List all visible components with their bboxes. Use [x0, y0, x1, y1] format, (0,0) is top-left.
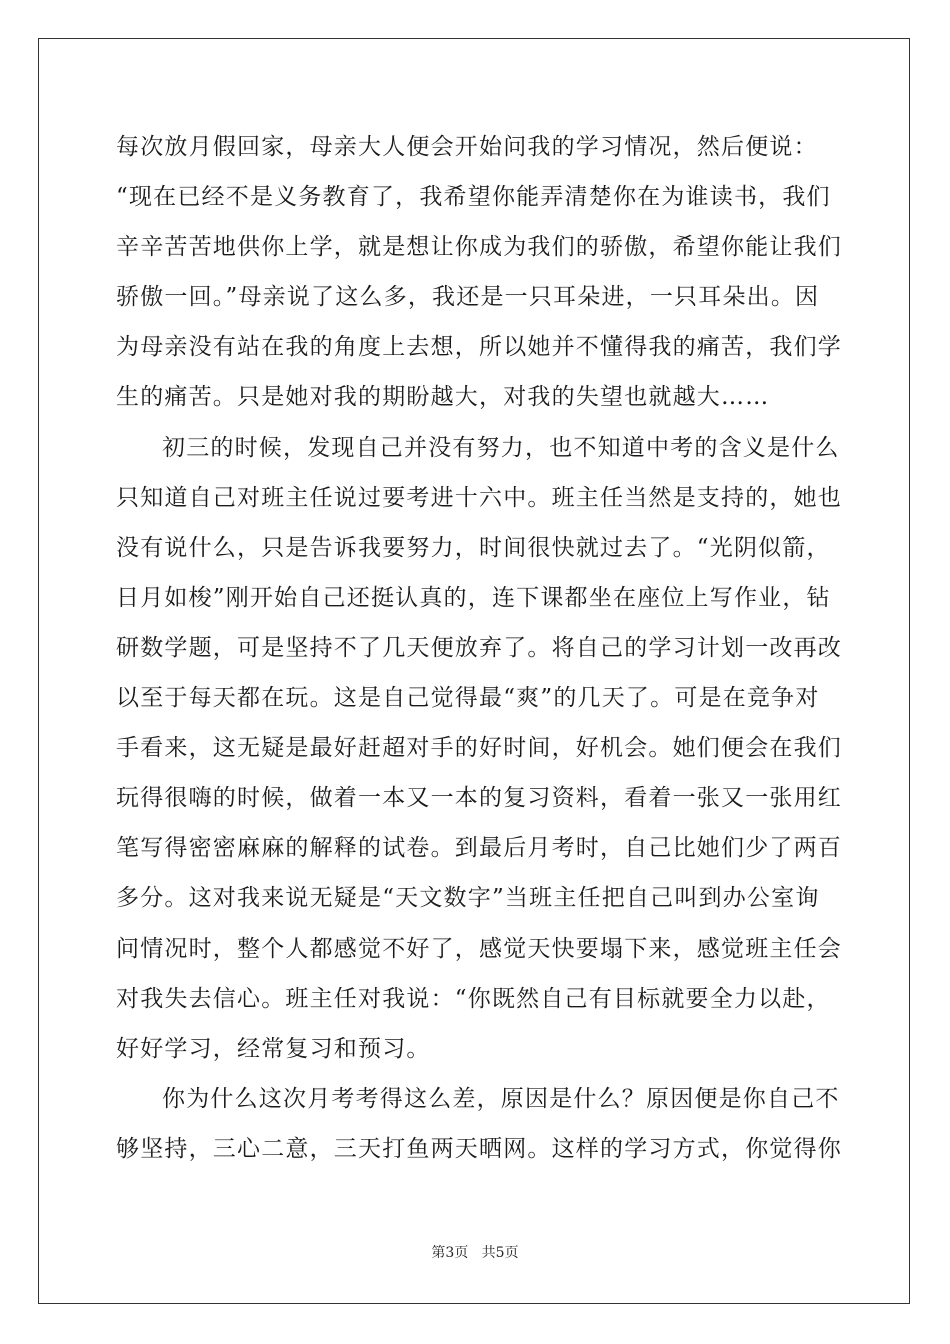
text-line: 只知道自己对班主任说过要考进十六中。班主任当然是支持的，她也: [116, 484, 842, 511]
text-line: 日月如梭”刚开始自己还挺认真的，连下课都坐在座位上写作业，钻: [116, 584, 831, 611]
text-line: 为母亲没有站在我的角度上去想，所以她并不懂得我的痛苦，我们学: [116, 334, 842, 361]
text-line: 生的痛苦。只是她对我的期盼越大，对我的失望也就越大……: [116, 384, 770, 411]
text-line: 每次放月假回家，母亲大人便会开始问我的学习情况，然后便说：: [116, 134, 818, 160]
document-body: [116, 122, 842, 1174]
text-line: 问情况时，整个人都感觉不好了，感觉天快要塌下来，感觉班主任会: [116, 935, 842, 962]
text-line: 没有说什么，只是告诉我要努力，时间很快就过去了。“光阴似箭，: [116, 534, 831, 561]
text-line: 好好学习，经常复习和预习。: [116, 1035, 431, 1062]
text-line: 玩得很嗨的时候，做着一本又一本的复习资料，看着一张又一张用红: [116, 785, 842, 812]
text-line: 辛辛苦苦地供你上学，就是想让你成为我们的骄傲，希望你能让我们: [116, 234, 842, 261]
text-line: 你为什么这次月考考得这么差，原因是什么？原因便是你自己不: [162, 1085, 840, 1112]
text-line: 研数学题，可是坚持不了几天便放弃了。将自己的学习计划一改再改: [116, 634, 842, 661]
text-line: 初三的时候，发现自己并没有努力，也不知道中考的含义是什么: [162, 434, 840, 461]
text-line: 骄傲一回。”母亲说了这么多，我还是一只耳朵进，一只耳朵出。因: [116, 284, 820, 311]
text-line: 以至于每天都在玩。这是自己觉得最“爽”的几天了。可是在竞争对: [116, 685, 820, 712]
text-line: 多分。这对我来说无疑是“天文数字”当班主任把自己叫到办公室询: [116, 885, 820, 912]
page-footer: 第3页 共5页: [431, 1245, 519, 1261]
text-line: “现在已经不是义务教育了，我希望你能弄清楚你在为谁读书，我们: [116, 184, 831, 211]
text-line: 笔写得密密麻麻的解释的试卷。到最后月考时，自己比她们少了两百: [116, 835, 842, 862]
text-line: 手看来，这无疑是最好赶超对手的好时间，好机会。她们便会在我们: [116, 735, 842, 762]
text-line: 够坚持，三心二意，三天打鱼两天晒网。这样的学习方式，你觉得你: [116, 1135, 842, 1162]
text-line: 对我失去信心。班主任对我说：“你既然自己有目标就要全力以赴，: [116, 985, 831, 1012]
